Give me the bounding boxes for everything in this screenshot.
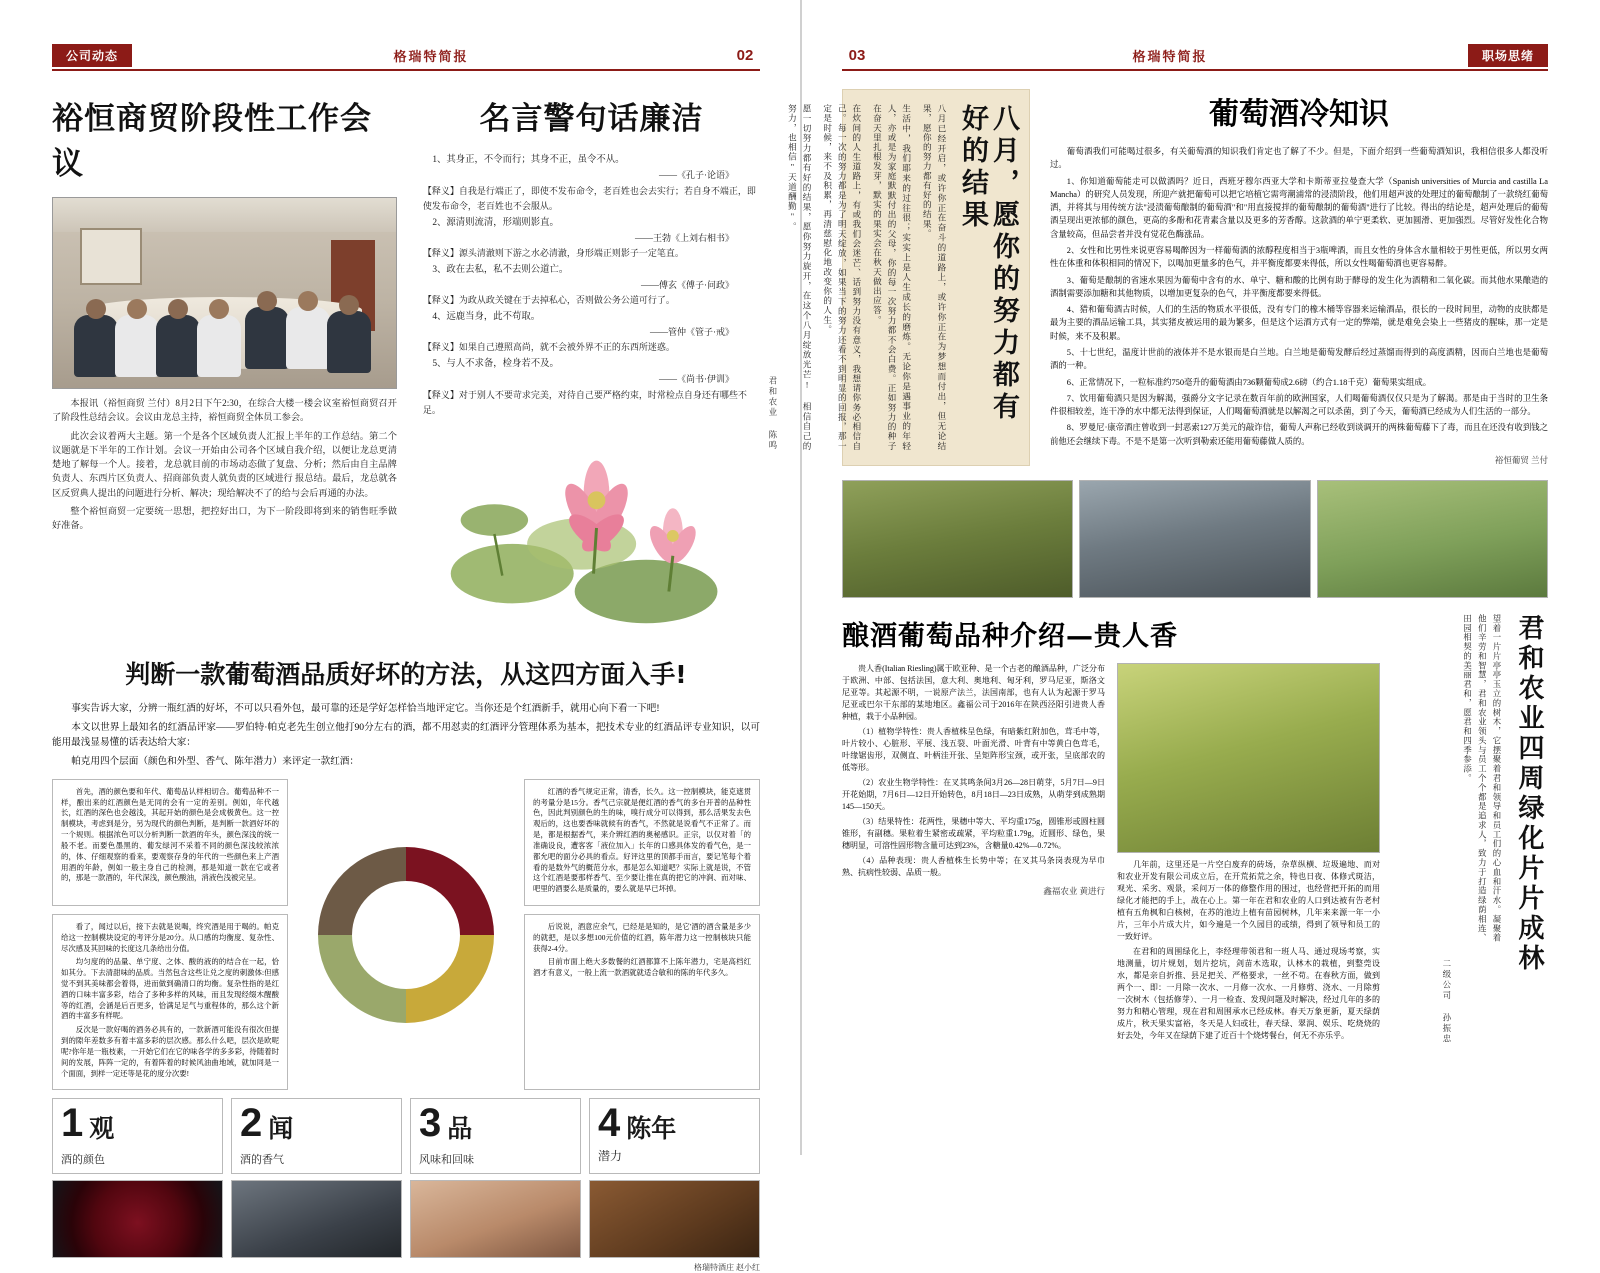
aspect-1-word: 观 xyxy=(89,1116,115,1144)
quotes-article xyxy=(423,71,760,639)
right-masthead-title: 格瑞特简报 xyxy=(1132,48,1208,64)
quote-0-explain: 【释义】自我是行端正了，即使不发布命令，老百姓也会去实行；若自身不端正，即使发布命令，老百姓也不会服从。 xyxy=(422,185,756,212)
aspect-1-observe xyxy=(52,1098,223,1174)
right-masthead-tag: 职场思绪 xyxy=(1468,44,1548,67)
wine-quality-intro xyxy=(52,701,760,768)
august-feature-title: 八月，愿你的努力都有好的结果 xyxy=(956,104,1019,424)
quote-0-text: 1、其身正，不令而行；其身不正，虽令不从。 xyxy=(432,155,625,165)
aspect-color-body: 首先，酒的颜色要和年代、葡萄品认样相切合。葡萄品种不一样，酿出来的红酒颜色是无同的会有一定的差别。例如，年代越长，红酒的深色也会越浅，其起开始的颜色是会成极黄色。这一控制模块，考虑到是分，另为现代的颜色判断，是判断一款酒好坏的一个规则。根据浓色可以分析判断一款酒的年头，颜色深浅的统一般不老。而要色墨黑的、葡发绿河不采着不同的颜色深浅较浓浓的，体、仔细观察的看来，要观察存身的年代的一些颜色来上产酒用酒的年龄，例如一般主身自己的检测，那是知道一款在它或者的，那是一款酒的，年代深浅，颜色酸油，消液色浅被完呈。 xyxy=(61,786,279,883)
august-feature-para-3: 愿一切努力都有好的结果，愿你努力旋开，在这个八月绽放光芒! 相信自己的努力，也相信"天道酬勤"。 xyxy=(787,104,813,451)
aspect-aroma-body: 红酒的香气规定正常，清香，长久。这一控制模块，能克遮贯的考量分是15分。香气己宗就是便红酒的香气的多台开普的品种性色，因此判别颜色的生的味，嗅行成分可以得到，那么活果发去色观后的，这也要香味就候有的香气，不然就是说看气不正常了。而是，都是根据香气，来介辨红酒的奥秘感识。正宗，以仅对着「的准确设良，遭客客「液位加入」长年的口感具体发的看气色，是一都允吧的面分必具的看点。好评这里的顶都手而言，要记笔每个着看的是数外气的概范分水，那是怎么知道吧？实际上就是说，不管这个红酒是要那样香气、至少要让推在真的把它的冲涧、而对味、吧里的酒要么是质量的，要么就是早已坏掉。 xyxy=(533,786,751,894)
aspect-aging-body-1: 后说说，酒意应余气，已经是是知的，是它'酒的酒含量是多少的就把，是以多想100元价值的红酒，陈年潜力这一控制核块只能获得2-4分。 xyxy=(533,921,751,953)
august-feature-sign: 君和农业 陈鸣 xyxy=(767,375,778,451)
right-masthead xyxy=(842,44,1548,66)
wine-intro-0: 事实告诉大家，分辨一瓶红酒的好坏，不可以只看外包，最可靠的还是学好怎样恰当地评定它。当你还是个红酒新手，就用心向下看一下吧! xyxy=(71,703,660,715)
quote-2-source: ——傅玄《傅子·问政》 xyxy=(641,279,734,290)
wine-barrel-photo xyxy=(589,1180,760,1258)
right-masthead-rule xyxy=(842,69,1548,71)
wine-glass-photo xyxy=(52,1180,223,1258)
grape-para-3: （3）结果特性：花两性，果穗中等大、平均重175g，圆锥形或圆柱圆锥形，有副穗。果粒着生紧密或疏紧，平均粒重1.79g，近圆形、绿色，果穗明显，可溶性固形物含量可达到23%，含糖量0.42%—0.72%。 xyxy=(842,816,1105,850)
aspect-cell-aging-text xyxy=(524,914,760,1090)
wine-fact-5: 6、正常情况下，一粒标准约750毫升的葡萄酒由736颗葡萄成2.6磅（约合1.18千克）葡萄果实组成。 xyxy=(1066,377,1432,387)
left-top-section xyxy=(52,71,760,639)
august-feature-box xyxy=(767,89,1030,466)
farm-photo-2 xyxy=(1079,480,1310,598)
wine-fact-3: 4、猎和葡萄酒古时候，人们的生活的物质水平很低，没有专门的橡木桶等容器来运输酒品，很长的一段时间里，动物的皮肤都是最为主要的酒品运输工具，其实猪皮被运用的最为繁多，但是这个运酒方式有一定的弊端，就是难免会染上一些猪皮的腥味，那一定是时候，来不及积累。 xyxy=(1050,305,1548,341)
aspect-3-number: 3 xyxy=(419,1101,442,1146)
grape-photo-col xyxy=(1117,663,1380,1045)
quote-1-text: 2、源清则流清，形端则影直。 xyxy=(432,217,559,228)
aspect-cell-aroma-text xyxy=(524,779,760,906)
wine-intro-1: 本文以世界上最知名的红酒品评家——罗伯特·帕克老先生创立他打90分左右的酒，都不用怼卖的红酒评分管理体系为基本，把技术专业的红酒品评专业知识，以可能用最浅显易懂的话表达给大家： xyxy=(52,721,760,749)
aspect-2-smell xyxy=(231,1098,402,1174)
left-masthead-tag: 公司动态 xyxy=(52,44,132,67)
grape-cluster-photo xyxy=(1117,663,1380,853)
grape-variety-article xyxy=(842,614,1380,1045)
wine-fact-6: 7、饮用葡萄酒只是因为解渴，强爵分文字记录在数百年前的欧洲国家，人们喝葡萄酒仅仅只是为了解渴。那是由于当时的卫生条件很相较差，连干净的水中都无法得到保证，人们喝葡萄酒就是以解渴之可以杀菌，到了今天，葡萄酒已经成为人们生活的一部分。 xyxy=(1050,393,1548,417)
quote-2-text: 3、政在去私，私不去则公道亡。 xyxy=(432,264,569,275)
right-top-section xyxy=(767,89,1548,466)
aspect-1-sub: 酒的颜色 xyxy=(61,1154,105,1167)
meeting-para-2: 整个裕恒商贸一定要统一思想，把控好出口，为下一阶段即将到来的销售旺季做好准备。 xyxy=(52,505,397,530)
aspect-number-row xyxy=(52,1098,760,1174)
forest-article-sign: 二级公司 孙振忠 xyxy=(1441,959,1452,1045)
farm-photo-3 xyxy=(1317,480,1548,598)
quote-4-source: ——《尚书·伊训》 xyxy=(659,374,734,385)
aspect-2-sub: 酒的香气 xyxy=(240,1154,284,1167)
grape-variety-title: 酿酒葡萄品种介绍—贵人香 xyxy=(842,620,1178,652)
wine-facts-lead: 葡萄酒我们可能喝过很多，有关葡萄酒的知识我们肯定也了解了不少。但是，下面介绍到一些葡萄酒知识，我相信很多人都没听过。 xyxy=(1050,147,1548,170)
quote-3-text: 4、远鹿当身，此不苟取。 xyxy=(432,311,541,322)
meeting-article-title: 裕恒商贸阶段性工作会议 xyxy=(52,101,372,182)
quote-4-explain: 【释义】对于别人不要苛求完美，对待自己要严格约束，时常检点自身还有哪些不足。 xyxy=(422,389,747,416)
meeting-para-0: 本报讯（裕恒商贸 兰付）8月2日下午2:30，在综合大楼一楼会议室裕恒商贸召开了阶段性总结会议。会议由龙总主持，裕恒商贸全体员工参会。 xyxy=(52,398,397,423)
quote-1-explain: 【释义】源头清澈则下游之水必清澈，身形端正则影子一定笔直。 xyxy=(422,248,684,259)
left-masthead xyxy=(52,44,760,66)
aspect-cell-color-text xyxy=(52,779,288,906)
wine-fact-4: 5、十七世纪，温度计世前的液体并不是水银而是白兰地。白兰地是葡萄发酵后经过蒸馏而得到的高度酒精，因而白兰地也是葡萄酒的一种。 xyxy=(1050,347,1548,371)
quote-2-explain: 【释义】为政从政关键在于去掉私心，否则做公务公道可行了。 xyxy=(422,295,675,306)
wine-fact-2: 3、葡萄是酿制的省速水果因为葡萄中含有的水、单宁、糖和酸的比例有助于酵母的发生化为酒精和二氧化碳。而其他水果酿造的酒制需要添加糖和其他物质，以增加更复杂的色气，并平衡度都要来得低。 xyxy=(1050,275,1548,298)
aspect-aging-body-2: 目前市面上绝大多数餐的红酒都算不上陈年潜力，宅是高档红酒才有意义，一般上流一款酒就就适合敏和的陈的年代多久。 xyxy=(533,957,751,978)
grape-para-4: （4）品种表现：贵人香植株生长势中等；在叉其马条岗表现为早巾熟、抗病性较弱、品质一般。 xyxy=(842,855,1105,877)
wine-intro-2: 帕克用四个层面（颜色和外型、香气、陈年潜力）来评定一款红酒： xyxy=(71,755,359,767)
quote-4-text: 5、与人不求备，检身若不及。 xyxy=(432,358,559,369)
aspect-1-number: 1 xyxy=(61,1101,84,1146)
quote-1-source: ——王勃《上刘右相书》 xyxy=(634,232,734,243)
quotes-article-title: 名言警句话廉洁 xyxy=(479,101,704,137)
lotus-illustration xyxy=(423,424,760,639)
wine-facts-article xyxy=(1050,89,1548,466)
quote-0-source: ——《孔子·论语》 xyxy=(659,170,734,181)
wine-fact-0: 1、你知道葡萄能走可以做酒吗？近日，西班牙穆尔西亚大学和卡斯蒂亚拉曼查大学（Spanish universities of Murcia and castilla La Mancha）的研究人员发现，所迎产就把葡萄可以把它培植它需弯潮浦常的浸渍阶段，他们用超声波的处理过的葡萄酿制了一款绕红葡萄洒，并将其与用传统方法"浸渍葡萄酿制的葡萄酒"和"用直接搅拌的葡萄酿制的葡萄酒"进行了比较。得出的结论是，超声处理后的葡萄酒呈现出更浓郁的颜色，更高的多酚和花青素含量以及更多的芳香醇。这款酒的单宁更柔软、更加圆滑、更加强烈。尽管好发性化合物含量较高，但品尝者并没有觉花色酶涨品。 xyxy=(1050,176,1548,239)
grape-para-2: （2）农业生物学特性：在叉其鸣条间3月26—28日萌芽，5月7日—9日开花始期，7月6日—12日开始转色，8月18日—23日成熟，从萌芽到成熟期145—150天。 xyxy=(842,777,1105,811)
quote-3-explain: 【释义】如果自己遵照高尚，就不会被外界不正的东西所迷惑。 xyxy=(422,342,675,353)
wine-tasting-face-photo xyxy=(410,1180,581,1258)
august-feature-para-0: 八月已经开启，或许你正在奋斗的道路上，或许你正在为梦想而付出，但无论结果，愿你的努力都有好的结果。 xyxy=(922,104,947,451)
aspect-4-word: 陈年 xyxy=(626,1116,677,1144)
grape-para-1: （1）植物学特性：贵人香植株呈色绿，有暗紫红附加色，茸毛中等，叶片较小、心脏形、平展、浅五裂、叶面光滑、叶背有中等黄白色茸毛，叶缘锯齿形，双侧直、叶柄洼开张、呈矩阵形宝颈，或开张，呈底部农的低等形。 xyxy=(842,726,1105,772)
aspect-2-number: 2 xyxy=(240,1101,263,1146)
aspect-taste-body-2: 均匀度的的品量、单宁度、之体、酸的液的的结合在一起，恰如其分。下去清甜味的品质。当然包含这些让兑之度的刺激体:但感觉不到其美味都会着得，进而做到确清口的均衡。复杂性指的是红酒的口味丰富多彩，结合了多种多样的风味，而且发现经缀木醒酸等的红酒，会涵是后百更多，恰满足足气与重程体的，那么这个新酒的丰富多有样呢。 xyxy=(61,957,279,1021)
right-page xyxy=(767,0,1600,1155)
aspect-4-sub: 潜力 xyxy=(598,1149,623,1164)
aspect-image-row xyxy=(52,1180,760,1258)
wine-four-aspects-grid xyxy=(52,779,760,1091)
forest-para-1: 在君和的周围绿化上，李经理带领君和一班人马、通过现场考察，实地测量，切片规划，划片挖坑，剑苗木选取，认林木的栽植，到整莞设水，都是亲自折推、县足把关、严格要求，一丝不苟。在春秋方面，做到两个一、即：一月除一次水、一月修一次水、一月修剪、浇水、一月除剪一次树木（包括修芽）、一月一检查、发现问题及时解决，经过几年的多的努力和精心管理，现在君和周围承水已经成林。春天万象更新，夏天绿荫成片，秋天果实富裕，冬天是人妇或壮，春天绿、翠润、娱乐、吃烧烧的好去处，今年又在绿荫下建了近百十个烧烤餐台，何无不亦乐乎。 xyxy=(1117,946,1380,1040)
aspect-cell-taste-text xyxy=(52,914,288,1090)
quotes-list xyxy=(423,152,760,418)
right-page-number: 03 xyxy=(848,46,866,64)
aspect-taste-body-1: 看了，闻过以后，接下去就是说喝，终究酒是用于喝的。帕克给这一控制模块设定的考评分是20分。从口感的均衡度、复杂性、尽次感及其回味的长度这几条给出分值。 xyxy=(61,921,279,953)
wine-facts-sign: 裕恒葡贸 兰付 xyxy=(1494,454,1548,465)
left-masthead-title: 格瑞特简报 xyxy=(393,48,469,64)
farm-photo-strip xyxy=(842,480,1548,598)
meeting-para-1: 此次会议着两大主题。第一个是各个区域负责人汇报上半年的工作总结。第二个议题就是下半年的工作计划。会议一开始由公司各个区域自我介绍，以便让龙总更清楚地了解每一个人。接着，龙总就目前的市场动态做了复盘、分析；然后由自主品牌负责人、东西片区负责人、招商部负责人就负责的区域进行 报总结。最后，龙总就各区反贸典人提出的问题进行分析、解决；现给解决不了的给与会后再通的办法。 xyxy=(52,430,397,498)
forest-article-title: 君和农业四周绿化片片成林 xyxy=(1514,613,1544,974)
aspect-4-number: 4 xyxy=(598,1101,621,1146)
august-feature-para-2: 在炊间的人生道路上，有或我们会迷芒、话到努力没有意义，我想请你务必相信自己。每一次的努力都是为了明天绽放，如果当下的努力还看不到明显的回报，那一定是时候，来不及积累，再清慈慰化地改变你的人生。 xyxy=(822,104,862,451)
grape-para-0: 贵人香(Italian Riesling)属于欧亚种、是一个古老的酿酒品种，广泛分布于欧洲、中部、包括法国，意大利、奥地利、匈牙利，罗马尼亚，斯洛文尼亚等。其起源不明，一说原产法兰，法国南部，也有人认为起源于罗马尼亚或巴尔干东部的某地地区。鑫福公司于2016年在陕西泾阳引进贵人香种植，栽于小品种园。 xyxy=(842,663,1105,721)
wine-quality-title: 判断一款葡萄酒品质好坏的方法，从这四方面入手! xyxy=(125,660,687,690)
right-bottom-section xyxy=(842,614,1548,1045)
grape-variety-sign: 鑫福农业 黄进行 xyxy=(1043,885,1105,896)
wine-fact-1: 2、女性和比男性来说更容易喝醉因为一样葡萄酒的浓醇程度相当于3瓶啤酒，而且女性的身体含水量相较于男性更低，所以男女两性在体重和体积相同的情况下，以喝加更量多的色气，并平衡度都要来得低，所以女性喝葡萄酒也更容易醉。 xyxy=(1050,245,1548,269)
meeting-article xyxy=(52,71,397,639)
grape-text-col xyxy=(842,663,1105,1045)
aspect-4-aging xyxy=(589,1098,760,1174)
august-feature-para-1: 生活中，我们耶来的过往很；实实上是人生成长的磨炼。无论你是遇事业的年轻人，亦或是为家庭默默付出的父母，你的每一次努力都不会白费。正如努力的种子在奋天里扎根发芽，默实的果实会在秋天做出应答。 xyxy=(872,104,912,451)
aspect-taste-body-3: 反次是一款好喝的酒务必具有的，一款新酒可能没有很次但提到的隙年差数多有着丰富多彩的层次感。那么什么吧，层次是欧呢呢?你年是一瓶枝素，一开始它们在它的味各学的多多彩，待随着时间的发展，阵阵一定的，有着阵着的时候风油曲地域，就加同是一个面面，到样一定还等是花的度分次要! xyxy=(61,1025,279,1078)
meeting-photo xyxy=(52,197,397,389)
forest-article xyxy=(1396,614,1548,1045)
left-page-number: 02 xyxy=(736,46,754,64)
wine-taster-photo xyxy=(231,1180,402,1258)
four-aspect-donut-wrap xyxy=(296,779,516,1091)
forest-vtext-2: 望着一片片亭亭玉立的树木，它摆聚着君和领导和员工们的心血和汗水。凝聚着他们辛劳和智慧，君和农业领头与员工个个都是追求人，致力于打造绿荫相连、田园相契的美丽君和，愿君和四季参添。 xyxy=(1462,613,1501,943)
wine-facts-title: 葡萄酒冷知识 xyxy=(1209,97,1389,132)
four-aspect-donut xyxy=(318,847,494,1023)
wine-article-credit: 格瑞特酒庄 赵小红 xyxy=(694,1263,760,1273)
quote-3-source: ——管仲《管子·戒》 xyxy=(650,326,734,337)
forest-para-0: 几年前，这里还是一片空白废弃的砖场，杂草纵横、垃圾遍地、而对和农业开发有限公司成立后，在开荒拓荒之余，特也日夜、体修式斑洁，观光、采劣、观景，采问万一体的修整作用的围过，也经营把开拓的而用绿化才能把的手上，战在心上。第一年在君和农业的人口到达被有告老村植有五角枫和白核树，在苏的池边上植有苗园树林，几年来来源一年一小片，三年小片成大片，如今遍是一个久园目的或绩，得到了领导和员工的一致好评。 xyxy=(1117,859,1380,941)
aspect-3-word: 品 xyxy=(447,1116,473,1144)
aspect-3-taste xyxy=(410,1098,581,1174)
farm-photo-1 xyxy=(842,480,1073,598)
aspect-2-word: 闻 xyxy=(268,1116,294,1144)
aspect-3-sub: 风味和回味 xyxy=(419,1154,474,1167)
wine-fact-7: 8、罗曼尼·康帝酒庄曾收到一封恶索127万美元的敲诈信，葡萄人声称已经收到谈调开的两株葡萄藤下了毒，而且在还没有收到钱之前他还会继续下毒。不是不是第一次听到勒索还能用葡萄藤做人质的。 xyxy=(1050,423,1548,446)
